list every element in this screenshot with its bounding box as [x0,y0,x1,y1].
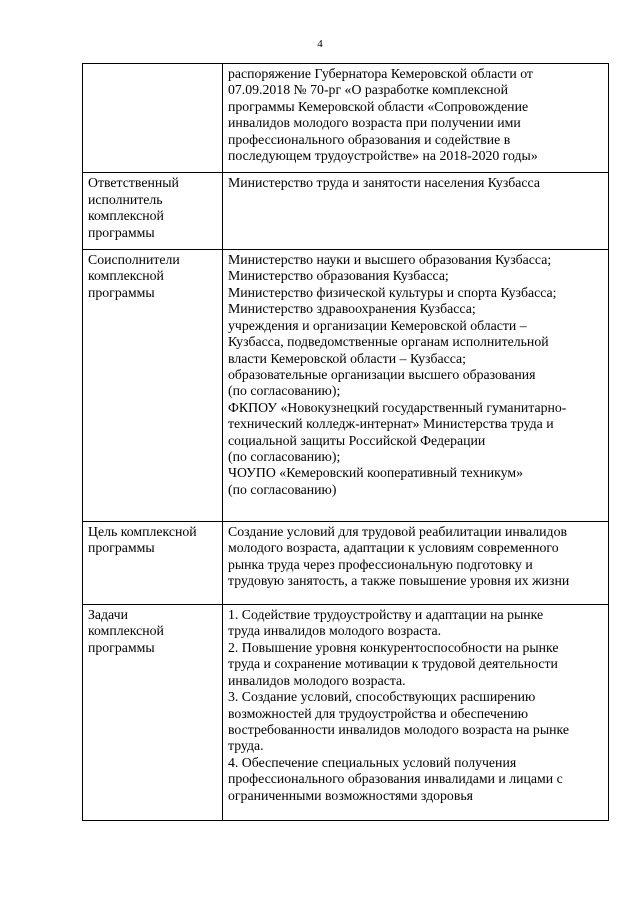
table-row [83,250,609,522]
row-label: Соисполнители комплексной программы [83,250,223,522]
program-passport-table [82,63,609,821]
row-label: Цель комплексной программы [83,522,223,605]
row-label [83,64,223,173]
row-label: Задачи комплексной программы [83,605,223,821]
row-content: Создание условий для трудовой реабилитации инвалидов молодого возраста, адаптации к условиям современного рынка труда через профессиональную подготовку и трудовую занятость, а также повышение уровня их жизни [223,522,609,605]
row-content: распоряжение Губернатора Кемеровской области от 07.09.2018 № 70-рг «О разработке комплексной программы Кемеровской области «Сопровождение инвалидов молодого возраста при получении ими профессионального образования и содействие в последующем трудоустройстве» на 2018-2020 годы» [223,64,609,173]
table-row [83,605,609,821]
page-number: 4 [317,38,323,50]
row-content: Министерство науки и высшего образования Кузбасса; Министерство образования Кузбасса; Министерство физической культуры и спорта Кузбасса; Министерство здравоохранения Кузбасса; учреждения и организации Кемеровской области – Кузбасса, подведомственные органам исполнительной власти Кемеровской области – Кузбасса; образовательные организации высшего образования (по согласованию); ФКПОУ «Новокузнецкий государственный гуманитарно- технический колледж-интернат» Министерства труда и социальной защиты Российской Федерации (по согласованию); ЧОУПО «Кемеровский кооперативный техникум» (по согласованию) [223,250,609,522]
row-label: Ответственный исполнитель комплексной программы [83,173,223,250]
table-row [83,522,609,605]
row-content: Министерство труда и занятости населения Кузбасса [223,173,609,250]
table-row [83,173,609,250]
row-content: 1. Содействие трудоустройству и адаптации на рынке труда инвалидов молодого возраста. 2. Повышение уровня конкурентоспособности на рынке труда и сохранение мотивации к трудовой деятельности инвалидов молодого возраста. 3. Создание условий, способствующих расширению возможностей для трудоустройства и обеспечению востребованности инвалидов молодого возраста на рынке труда. 4. Обеспечение специальных условий получения профессионального образования инвалидами и лицами с ограниченными возможностями здоровья [223,605,609,821]
table-row [83,64,609,173]
